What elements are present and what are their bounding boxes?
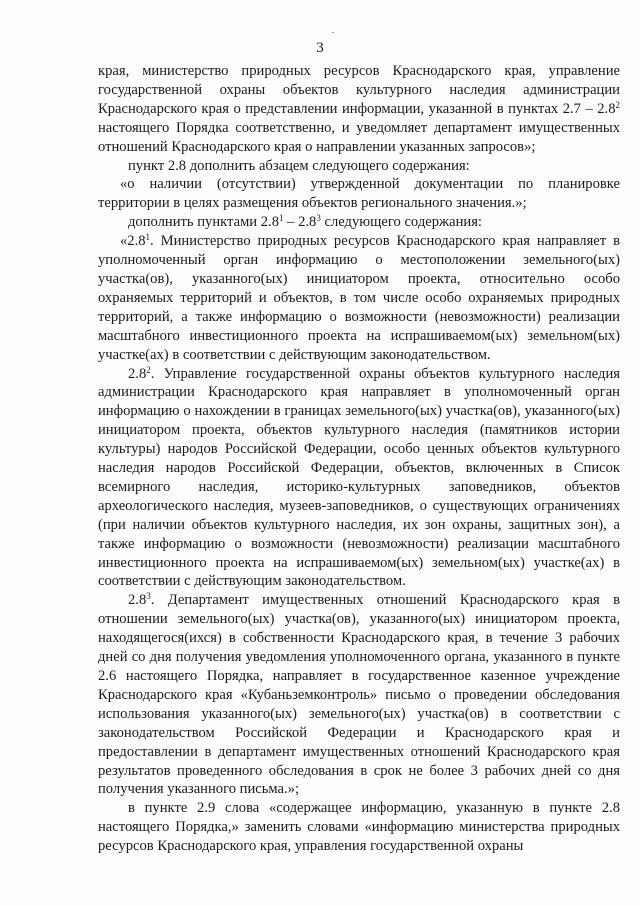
text-segment: . Департамент имущественных отношений Краснодарского края в отношении земельного(ых) участка(ов), указанного(ых) инициатором проекта, находящегося(ихся) в собственности Краснодарского края, в течение 3 рабочих дней со дня получения уведомления уполномоченного органа, указанного в пункте 2.6 настоящего Порядка, направляет в государственное казенное учреждение Краснодарского края «Кубаньземконтроль» письмо о проведении обследования использования указанного(ых) земельного(ых) участка(ов) в соответствии с законодательством Российской Федерации и Краснодарского края и предоставлении в департамент имущественных отношений Краснодарского края результатов проведенного обследования в срок не более 3 рабочих дней со дня получения указанного письма.»;	[98, 592, 620, 798]
text-segment: 2.8	[597, 100, 616, 117]
paragraph-continuation	[98, 62, 620, 157]
superscript: 3	[146, 591, 151, 602]
paragraph-2-8-1	[98, 232, 620, 364]
page-number: 3	[316, 40, 324, 56]
text-segment: «2.8	[120, 233, 146, 250]
text-segment: – 2.8	[283, 214, 317, 231]
superscript: 1	[145, 232, 151, 243]
paragraph-amend-2-8: пункт 2.8 дополнить абзацем следующего содержания:	[128, 157, 470, 174]
scan-mark	[332, 32, 334, 33]
paragraph-2-8-3	[98, 591, 620, 799]
paragraph-amend-2-9: в пункте 2.9 слова «содержащее информацию, указанную в пункте 2.8 настоящего Порядка,» заменить словами «информацию министерства природных ресурсов Краснодарского края, управления государственной охраны	[98, 800, 620, 855]
text-segment: дополнить пунктами 2.8	[128, 214, 280, 231]
text-segment: 2.8	[128, 592, 147, 609]
text-segment: . Министерство природных ресурсов Краснодарского края направляет в уполномоченный орган информацию о местоположении земельного(ых) участка(ов), указанного(ых) инициатором проекта, относительно особо охраняемых территорий и объектов, в том числе особо охраняемых природных территорий, а также информацию о возможности (невозможности) реализации масштабного инвестиционного проекта на испрашиваемом(ых) земельном(ых) участке(ах) в соответствии с действующим законодательством.	[98, 233, 620, 363]
paragraph-2-8-2	[98, 365, 620, 592]
text-segment: края, министерство природных ресурсов Краснодарского края, управление государственной охраны объектов культурного наследия администрации Краснодарского края о представлении информации, указанной в пунктах 2.7 –	[98, 63, 620, 117]
text-segment: следующего содержания:	[320, 214, 482, 231]
paragraph-quote-planning: «о наличии (отсутствии) утвержденной документации по планировке территории в целях размещения объектов регионального значения.»;	[98, 176, 620, 212]
paragraph-add-points	[98, 213, 620, 232]
text-segment: . Управление государственной охраны объектов культурного наследия администрации Краснодарского края направляет в уполномоченный орган информацию о нахождении в границах земельного(ых) участка(ов), указанного(ых) инициатором проекта, объектов культурного наследия (памятников истории культуры) народов Российской Федерации, особо ценных объектов культурного наследия народов Российской Федерации, объектов, включенных в Список всемирного наследия, историко-культурных заповедников, объектов археологического наследия, музеев-заповедников, о существующих ограничениях (при наличии объектов культурного наследия, их зон охраны, защитных зон), а также информацию о возможности (невозможности) реализации масштабного инвестиционного проекта на испрашиваемом(ых) земельном(ых) участке(ах) в соответствии с действующим законодательством.	[98, 365, 620, 590]
superscript: 2	[615, 99, 620, 110]
superscript: 2	[146, 364, 151, 375]
document-body	[98, 62, 620, 856]
text-segment: 2.8	[128, 365, 147, 382]
superscript: 1	[279, 213, 284, 224]
text-segment: настоящего Порядка соответственно, и уведомляет департамент имущественных отношений Краснодарского края о направлении указанных запросов»;	[98, 119, 620, 155]
superscript: 3	[316, 213, 321, 224]
